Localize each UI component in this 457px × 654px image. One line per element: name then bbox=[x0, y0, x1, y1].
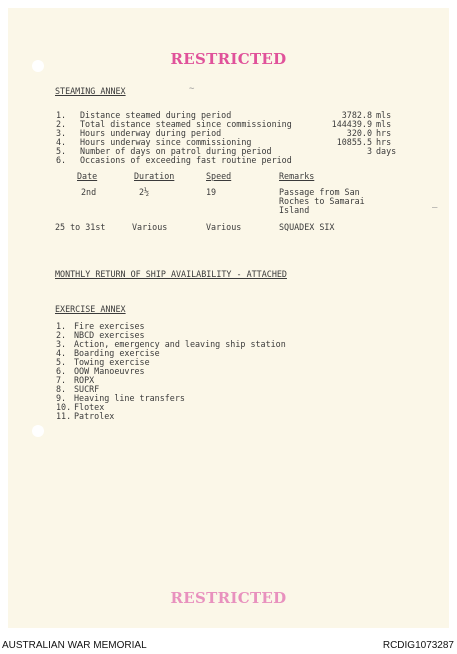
cell-speed: Various bbox=[206, 222, 242, 232]
item-unit: days bbox=[376, 146, 397, 156]
document-page bbox=[8, 8, 449, 628]
item-value: 3782.8 bbox=[341, 110, 372, 120]
footer-reference: RCDIG1073287 bbox=[382, 640, 454, 651]
monthly-return-line: MONTHLY RETURN OF SHIP AVAILABILITY - ATTACHED bbox=[55, 269, 287, 279]
item-label: Flotex bbox=[74, 402, 105, 412]
item-label: NBCD exercises bbox=[74, 330, 145, 340]
item-number: 6. bbox=[56, 155, 67, 165]
item-value: 320.0 bbox=[346, 128, 372, 138]
item-number: 2. bbox=[56, 119, 67, 129]
item-label: Towing exercise bbox=[74, 357, 150, 367]
item-label: Occasions of exceeding fast routine period bbox=[80, 155, 292, 165]
item-number: 4. bbox=[56, 137, 67, 147]
item-label: Boarding exercise bbox=[74, 348, 160, 358]
cell-date: 2nd bbox=[81, 187, 97, 197]
item-unit: hrs bbox=[376, 128, 392, 138]
cell-remarks: Passage from San bbox=[279, 187, 360, 197]
item-label: Heaving line transfers bbox=[74, 393, 185, 403]
item-label: Distance steamed during period bbox=[80, 110, 232, 120]
pen-mark: ∼ bbox=[189, 84, 195, 94]
item-unit: mls bbox=[376, 119, 392, 129]
item-number: 10. bbox=[56, 402, 72, 412]
item-number: 9. bbox=[56, 393, 67, 403]
cell-duration: 2½ bbox=[139, 187, 150, 197]
cell-remarks: Roches to Samarai bbox=[279, 196, 365, 206]
cell-date: 25 to 31st bbox=[55, 222, 106, 232]
item-number: 11. bbox=[56, 411, 72, 421]
column-header-speed: Speed bbox=[206, 171, 232, 181]
item-number: 1. bbox=[56, 321, 67, 331]
item-label: Hours underway during period bbox=[80, 128, 222, 138]
restricted-stamp-bottom: RESTRICTED bbox=[170, 589, 287, 607]
item-value: 3 bbox=[366, 146, 372, 156]
item-value: 144439.9 bbox=[331, 119, 372, 129]
item-number: 4. bbox=[56, 348, 67, 358]
item-label: Hours underway since commissioning bbox=[80, 137, 252, 147]
cell-speed: 19 bbox=[206, 187, 217, 197]
item-number: 8. bbox=[56, 384, 67, 394]
item-number: 7. bbox=[56, 375, 67, 385]
item-label: Number of days on patrol during period bbox=[80, 146, 272, 156]
column-header-date: Date bbox=[77, 171, 98, 181]
cell-remarks: SQUADEX SIX bbox=[279, 222, 335, 232]
punch-hole bbox=[32, 425, 44, 437]
item-number: 3. bbox=[56, 128, 67, 138]
pen-mark: – bbox=[432, 203, 438, 213]
item-value: 10855.5 bbox=[336, 137, 372, 147]
item-number: 2. bbox=[56, 330, 67, 340]
item-number: 6. bbox=[56, 366, 67, 376]
restricted-stamp-top: RESTRICTED bbox=[170, 50, 287, 68]
item-label: Fire exercises bbox=[74, 321, 145, 331]
steaming-annex-heading: STEAMING ANNEX bbox=[55, 86, 126, 96]
item-number: 5. bbox=[56, 146, 67, 156]
item-label: ROPX bbox=[74, 375, 95, 385]
item-unit: mls bbox=[376, 110, 392, 120]
column-header-remarks: Remarks bbox=[279, 171, 315, 181]
item-unit: hrs bbox=[376, 137, 392, 147]
item-label: Total distance steamed since commissioning bbox=[80, 119, 292, 129]
footer-source: AUSTRALIAN WAR MEMORIAL bbox=[2, 640, 147, 651]
cell-duration: Various bbox=[132, 222, 168, 232]
item-number: 3. bbox=[56, 339, 67, 349]
item-label: Action, emergency and leaving ship station bbox=[74, 339, 286, 349]
cell-remarks: Island bbox=[279, 205, 310, 215]
item-number: 5. bbox=[56, 357, 67, 367]
column-header-duration: Duration bbox=[134, 171, 175, 181]
item-label: OOW Manoeuvres bbox=[74, 366, 145, 376]
item-label: SUCRF bbox=[74, 384, 100, 394]
item-label: Patrolex bbox=[74, 411, 115, 421]
item-number: 1. bbox=[56, 110, 67, 120]
exercise-annex-heading: EXERCISE ANNEX bbox=[55, 304, 126, 314]
